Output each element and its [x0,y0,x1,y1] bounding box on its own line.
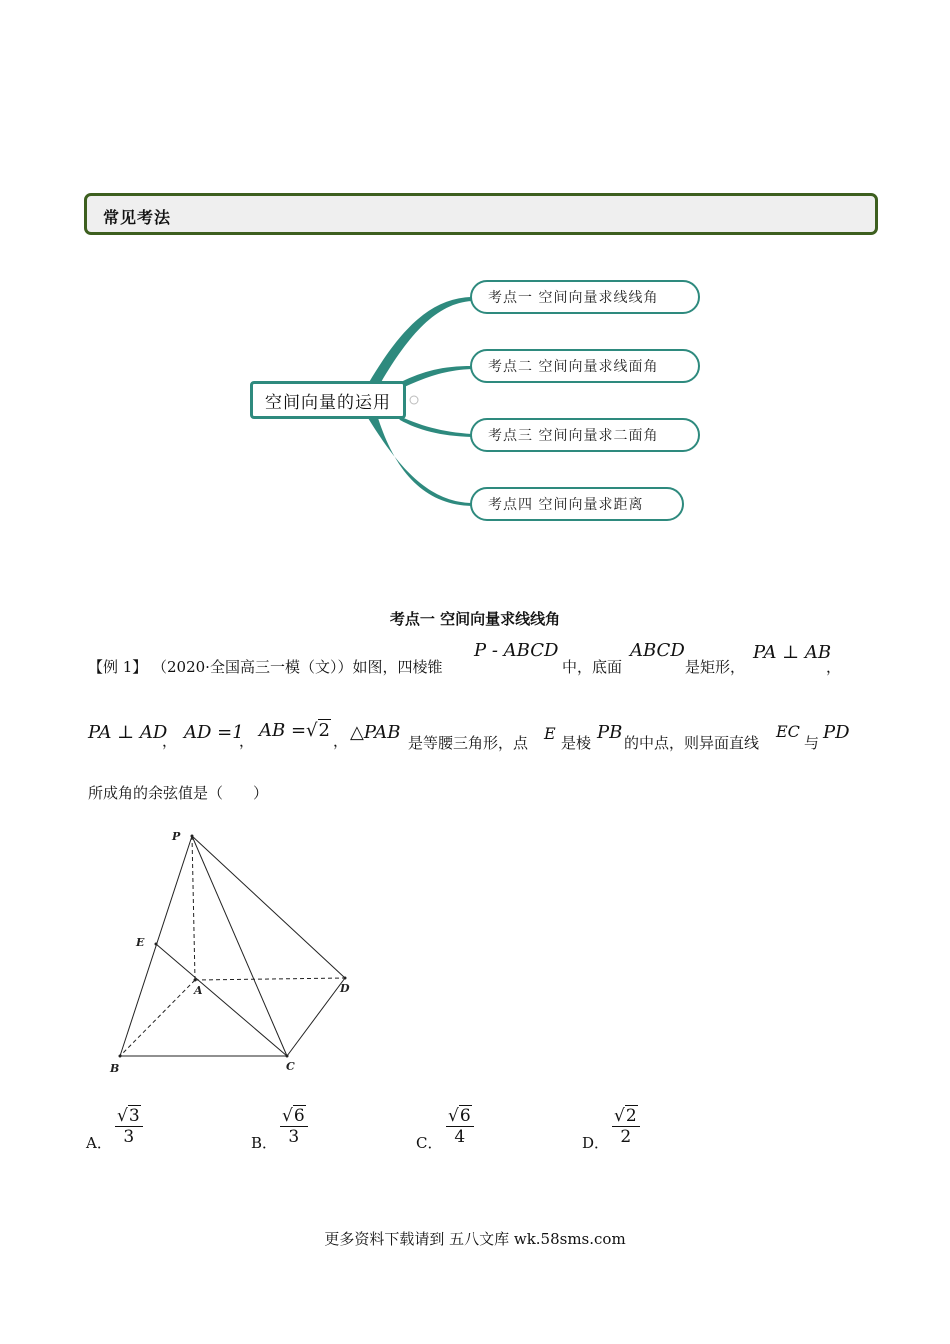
option-d-den: 2 [620,1127,632,1147]
text-7: 是等腰三角形，点 [408,734,529,752]
example-label: 【例 1】 [88,658,148,676]
text-10: 与 [804,734,820,752]
math-ab: AB =√2 [259,720,330,741]
mindmap-root: 空间向量的运用 [250,381,406,419]
text-3: ， [826,658,842,676]
edge-ec [156,944,287,1056]
option-d-fraction: $\frac{√2}{2}$ [612,1106,640,1147]
branch-2 [395,366,472,388]
branch-4 [368,418,472,506]
math-ab-lhs: AB = [259,720,307,741]
text-1: 中，底面 [562,658,623,676]
edge-pb [120,836,192,1056]
edge-ad [195,978,345,980]
option-b-num: 6 [293,1106,305,1126]
label-c: C [286,1060,295,1073]
math-perp-ad: PA ⊥ AD [88,722,168,743]
option-c-num: 6 [459,1106,471,1126]
mindmap-connectors [0,0,950,560]
topic-heading: 考点一 空间向量求线线角 [389,610,561,628]
section-title: 常见考法 [103,208,172,227]
option-a-num: 3 [128,1106,140,1126]
option-b-fraction: $\frac{√6}{3}$ [280,1106,308,1147]
label-e: E [136,936,145,949]
edge-pd [192,836,345,978]
math-e: E [544,724,556,743]
label-p: P [172,830,181,843]
footer-text: 更多资料下载请到 五八文库 wk.58sms.com [324,1230,626,1248]
text-8: 是棱 [561,734,592,752]
label-b: B [110,1062,120,1075]
math-base: ABCD [630,640,685,661]
label-a: A [194,984,203,997]
math-ad: AD =1 [184,722,244,743]
option-d-letter: D． [582,1134,610,1152]
mindmap-node-2: 考点二 空间向量求线面角 [470,349,700,383]
example-question: 所成角的余弦值是（ ） [88,784,269,802]
math-perp-ab: PA ⊥ AB [753,642,832,663]
pyramid-figure [100,825,370,1080]
branch-3 [395,414,472,437]
math-ab-radicand: 2 [318,720,330,741]
text-9: 的中点，则异面直线 [624,734,760,752]
label-d: D [340,982,350,995]
option-a-letter: A． [86,1134,112,1152]
text-2: 是矩形， [685,658,746,676]
math-pd: PD [823,722,850,743]
example-source: （2020·全国高三一模（文））如图，四棱锥 [152,658,443,676]
option-c-letter: C． [416,1134,443,1152]
option-a-den: 3 [123,1127,135,1147]
edge-ab [120,980,195,1056]
text-6: ， [333,732,349,750]
math-pb: PB [597,722,623,743]
option-d-num: 2 [625,1106,637,1126]
mindmap-node-4: 考点四 空间向量求距离 [470,487,684,521]
option-c-den: 4 [454,1127,466,1147]
mindmap-node-1: 考点一 空间向量求线线角 [470,280,700,314]
edge-pa [192,836,195,980]
math-pyramid: P - ABCD [474,640,559,661]
option-b-letter: B． [251,1134,278,1152]
math-triangle: △PAB [350,722,401,743]
edge-pc [192,836,287,1056]
branch-1 [368,297,472,384]
edge-cd [287,978,345,1056]
option-c-fraction: $\frac{√6}{4}$ [446,1106,474,1147]
math-ec: EC [776,722,800,741]
option-a-fraction: $\frac{√3}{3}$ [115,1106,143,1147]
text-4: ， [162,732,178,750]
collapse-dot [410,396,418,404]
text-5: ， [239,732,255,750]
option-b-den: 3 [288,1127,300,1147]
mindmap-node-3: 考点三 空间向量求二面角 [470,418,700,452]
